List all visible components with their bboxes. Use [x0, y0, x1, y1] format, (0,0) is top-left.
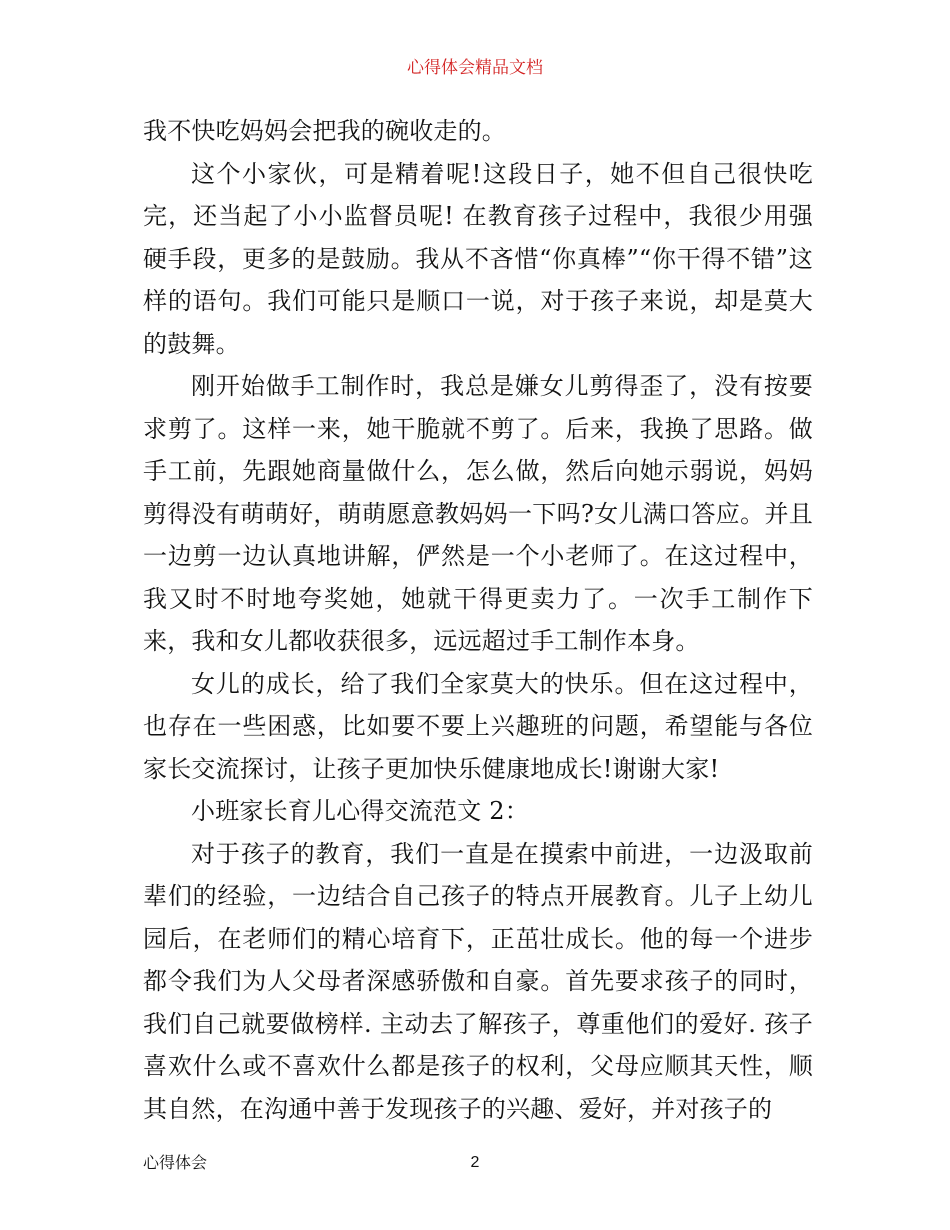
paragraph: 对于孩子的教育，我们一直是在摸索中前进，一边汲取前辈们的经验，一边结合自己孩子的特点开展教育。儿子上幼儿园后，在老师们的精心培育下，正茁壮成长。他的每一个进步都令我们为人父母者深感骄傲和自豪。首先要求孩子的同时，我们自己就要做榜样. 主动去了解孩子，尊重他们的爱好. 孩子喜欢什么或不喜欢什么都是孩子的权利，父母应顺其天性，顺其自然，在沟通中善于发现孩子的兴趣、爱好，并对孩子的 [143, 839, 813, 1123]
document-header-title: 心得体会精品文档 [407, 58, 543, 78]
page-number: 2 [470, 1154, 480, 1171]
paragraph: 刚开始做手工制作时，我总是嫌女儿剪得歪了，没有按要求剪了。这样一来，她干脆就不剪了。后来，我换了思路。做手工前，先跟她商量做什么，怎么做，然后向她示弱说，妈妈剪得没有萌萌好，萌萌愿意教妈妈一下吗?女儿满口答应。并且一边剪一边认真地讲解，俨然是一个小老师了。在这过程中，我又时不时地夸奖她，她就干得更卖力了。一次手工制作下来，我和女儿都收获很多，远远超过手工制作本身。 [143, 372, 813, 655]
paragraph: 女儿的成长，给了我们全家莫大的快乐。但在这过程中，也存在一些困惑，比如要不要上兴趣班的问题，希望能与各位家长交流探讨，让孩子更加快乐健康地成长!谢谢大家! [143, 669, 813, 783]
footer-label: 心得体会 [143, 1153, 208, 1172]
paragraph: 我不快吃妈妈会把我的碗收走的。 [143, 117, 506, 145]
section-heading: 小班家长育儿心得交流范文 2： [191, 797, 529, 825]
document-body [143, 110, 813, 1130]
paragraph: 这个小家伙，可是精着呢!这段日子，她不但自己很快吃完，还当起了小小监督员呢! 在教育孩子过程中，我很少用强硬手段，更多的是鼓励。我从不吝惜“你真棒”“你干得不错”这样的语句。我们可能只是顺口一说，对于孩子来说，却是莫大的鼓舞。 [143, 159, 813, 358]
